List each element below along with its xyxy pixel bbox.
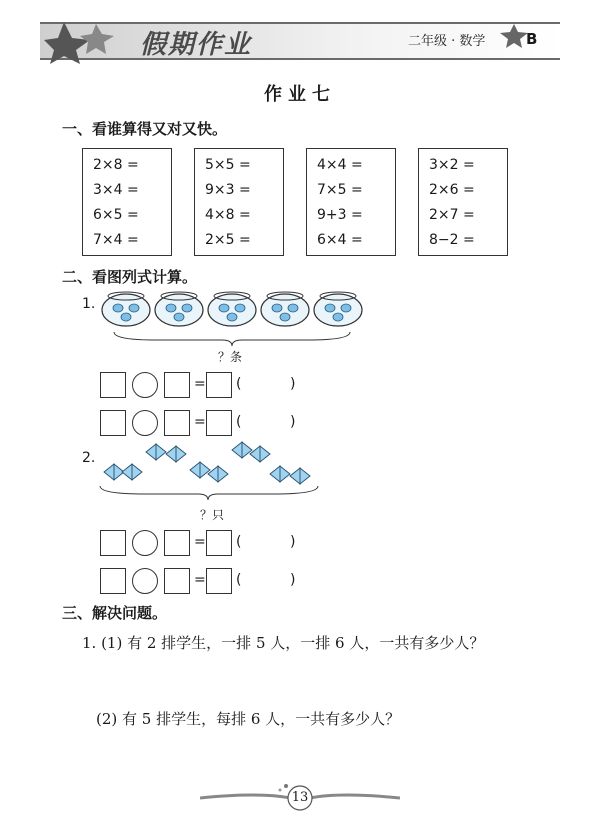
- calc-item: 2×6 =: [429, 182, 475, 198]
- calc-item: 4×8 =: [205, 207, 251, 223]
- answer-box[interactable]: [164, 530, 190, 556]
- calc-item: 8−2 =: [429, 232, 475, 248]
- calc-item: 2×7 =: [429, 207, 475, 223]
- answer-box[interactable]: [164, 410, 190, 436]
- equals-sign: =: [194, 572, 206, 588]
- calc-box-3: [306, 148, 396, 256]
- answer-box[interactable]: [206, 372, 232, 398]
- answer-box[interactable]: [100, 530, 126, 556]
- word-problem-2: (2) 有 5 排学生，每排 6 人，一共有多少人？: [96, 710, 401, 728]
- operator-circle[interactable]: [132, 568, 158, 594]
- calc-item: 5×5 =: [205, 157, 251, 173]
- question-2-number: 2.: [82, 450, 96, 466]
- answer-box[interactable]: [100, 410, 126, 436]
- star-logo-icon: [44, 18, 124, 64]
- operator-circle[interactable]: [132, 410, 158, 436]
- header-title: 假期作业: [140, 30, 253, 60]
- paren-open: (: [236, 572, 242, 588]
- answer-box[interactable]: [100, 372, 126, 398]
- paren-open: (: [236, 414, 242, 430]
- butterflies-illustration: [94, 440, 334, 512]
- calc-item: 3×4 =: [93, 182, 139, 198]
- answer-box[interactable]: [206, 568, 232, 594]
- answer-box[interactable]: [164, 372, 190, 398]
- operator-circle[interactable]: [132, 530, 158, 556]
- equals-sign: =: [194, 534, 206, 550]
- calc-item: 2×8 =: [93, 157, 139, 173]
- calc-item: 3×2 =: [429, 157, 475, 173]
- calc-item: 4×4 =: [317, 157, 363, 173]
- calc-item: 9+3 =: [317, 207, 363, 223]
- question-2-caption: ？只: [200, 508, 225, 522]
- equals-sign: =: [194, 414, 206, 430]
- calc-box-2: [194, 148, 284, 256]
- question-1-number: 1.: [82, 296, 96, 312]
- answer-box[interactable]: [206, 530, 232, 556]
- calc-item: 6×5 =: [93, 207, 139, 223]
- calc-item: 9×3 =: [205, 182, 251, 198]
- paren-close: ): [290, 572, 296, 588]
- section2-title: 二、看图列式计算。: [62, 268, 198, 286]
- calc-box-1: [82, 148, 172, 256]
- paren-close: ): [290, 534, 296, 550]
- section3-title: 三、解决问题。: [62, 604, 168, 622]
- page-heading: 作业七: [264, 84, 336, 105]
- paren-open: (: [236, 534, 242, 550]
- header-subtitle: 二年级 · 数学: [408, 34, 486, 49]
- section1-title: 一、看谁算得又对又快。: [62, 120, 228, 138]
- calc-box-4: [418, 148, 508, 256]
- star-badge-icon: [500, 20, 550, 56]
- answer-box[interactable]: [164, 568, 190, 594]
- page-number: 13: [291, 790, 309, 805]
- word-problem-1: 1. (1) 有 2 排学生，一排 5 人，一排 6 人，一共有多少人？: [82, 634, 485, 652]
- calc-item: 2×5 =: [205, 232, 251, 248]
- calc-item: 7×5 =: [317, 182, 363, 198]
- question-1-caption: ？条: [218, 350, 243, 364]
- paren-close: ): [290, 376, 296, 392]
- answer-box[interactable]: [206, 410, 232, 436]
- equals-sign: =: [194, 376, 206, 392]
- calc-item: 7×4 =: [93, 232, 139, 248]
- operator-circle[interactable]: [132, 372, 158, 398]
- paren-close: ): [290, 414, 296, 430]
- paren-open: (: [236, 376, 242, 392]
- calc-item: 6×4 =: [317, 232, 363, 248]
- header-badge: B: [526, 30, 538, 48]
- answer-box[interactable]: [100, 568, 126, 594]
